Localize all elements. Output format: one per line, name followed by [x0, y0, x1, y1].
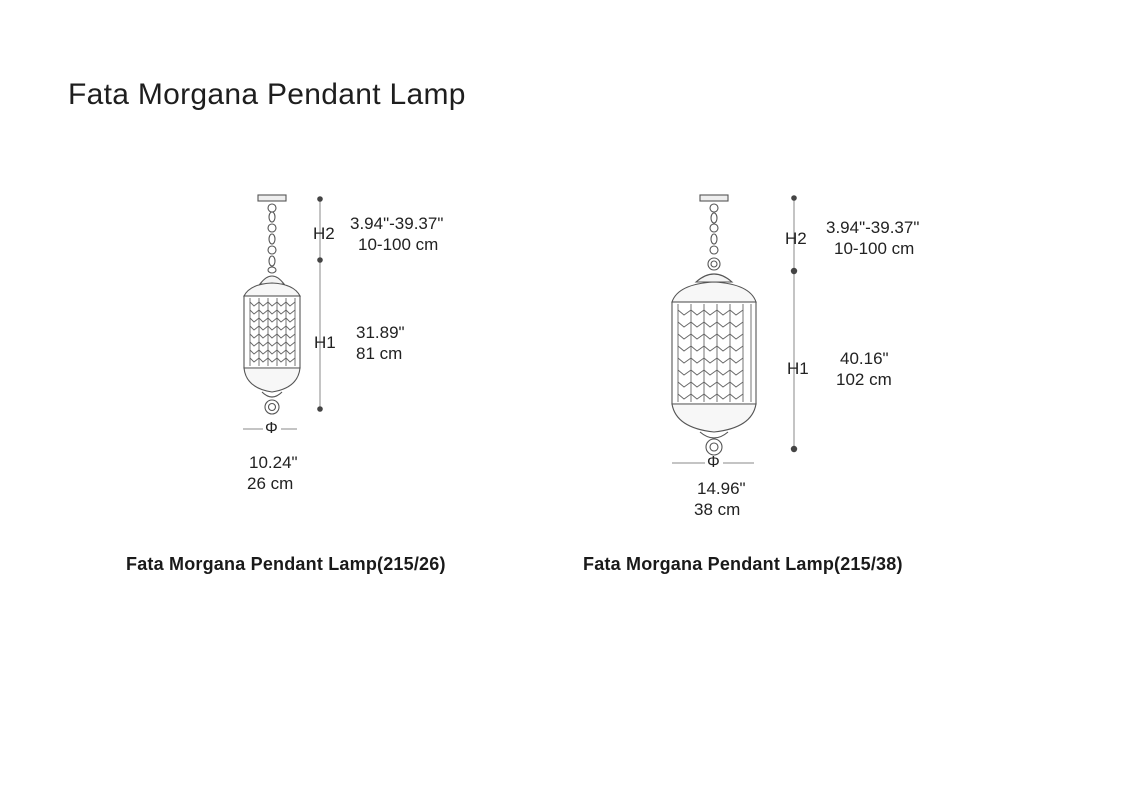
h2-inches-small: 3.94"-39.37" — [350, 214, 444, 233]
diameter-symbol-large: Φ — [707, 454, 720, 471]
h2-value-large — [826, 217, 919, 259]
h2-cm-small: 10-100 cm — [358, 235, 439, 254]
lamp-diagram-small — [0, 0, 560, 600]
diameter-cm-large: 38 cm — [694, 500, 741, 519]
h2-value-small — [350, 213, 443, 255]
diameter-cm-small: 26 cm — [247, 474, 294, 493]
lamp-caption-large: Fata Morgana Pendant Lamp(215/38) — [583, 554, 903, 574]
h1-cm-small: 81 cm — [356, 344, 403, 363]
h1-cm-large: 102 cm — [836, 370, 892, 389]
diameter-value-small — [247, 452, 298, 494]
h2-cm-large: 10-100 cm — [834, 239, 915, 258]
diameter-symbol-small: Φ — [265, 420, 278, 437]
h1-value-small — [356, 322, 405, 364]
h2-inches-large: 3.94"-39.37" — [826, 218, 920, 237]
lamp-drawing-large — [560, 0, 1120, 600]
diameter-inches-small: 10.24" — [249, 453, 298, 472]
h2-code-small: H2 — [313, 224, 335, 243]
h1-inches-small: 31.89" — [356, 323, 405, 342]
lamp-drawing-small — [0, 0, 560, 600]
diameter-value-large — [694, 478, 746, 520]
diameter-inches-large: 14.96" — [697, 479, 746, 498]
lamp-body-small — [244, 195, 300, 414]
page-title: Fata Morgana Pendant Lamp — [68, 78, 466, 111]
h1-code-small: H1 — [314, 333, 336, 352]
lamp-diagram-large — [560, 0, 1120, 600]
lamp-body-large — [672, 195, 756, 455]
h1-inches-large: 40.16" — [840, 349, 889, 368]
h1-value-large — [836, 348, 892, 390]
h1-code-large: H1 — [787, 359, 809, 378]
h2-code-large: H2 — [785, 229, 807, 248]
lamp-caption-small: Fata Morgana Pendant Lamp(215/26) — [126, 554, 446, 574]
